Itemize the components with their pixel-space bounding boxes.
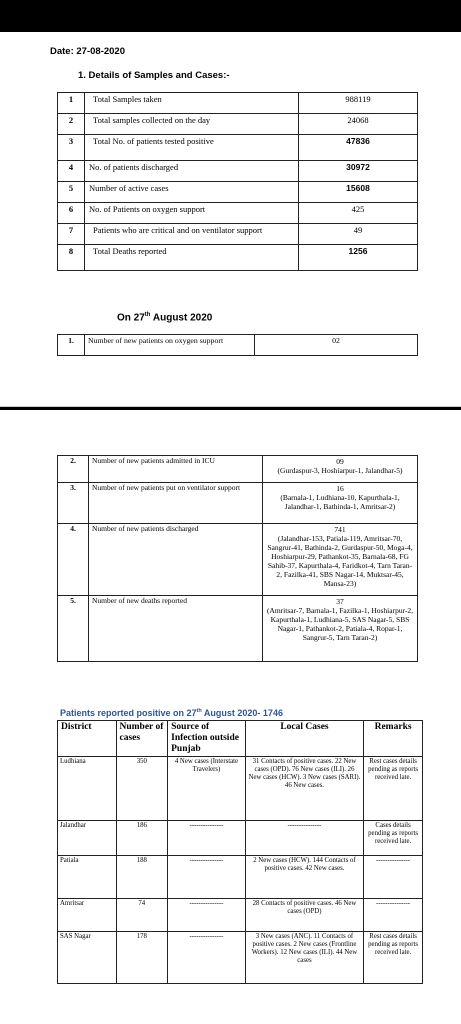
remarks-cell: Rest cases details pending as reports received late. xyxy=(364,757,423,821)
row-value xyxy=(263,456,418,483)
district-cell: Ludhiana xyxy=(58,757,117,821)
row-number: 5 xyxy=(58,182,85,203)
row-value: 02 xyxy=(255,335,418,356)
source-cell: --------------- xyxy=(168,821,246,856)
table-row xyxy=(58,821,423,856)
value-count: 09 xyxy=(336,457,344,466)
report-date: Date: 27-08-2020 xyxy=(50,46,125,57)
table-row xyxy=(58,524,418,596)
row-value: 15608 xyxy=(299,182,418,203)
local-cases-cell: 2 New cases (HCW). 144 Contacts of positive cases. 42 New cases. xyxy=(245,856,363,899)
row-label: No. of patients discharged xyxy=(85,161,299,182)
source-cell: 4 New cases (Interstate Travelers) xyxy=(168,757,246,821)
source-cell: --------------- xyxy=(168,899,246,932)
table-row xyxy=(58,856,423,899)
row-value: 425 xyxy=(299,203,418,224)
document-page-1 xyxy=(0,32,461,407)
section-title: 1. Details of Samples and Cases:- xyxy=(78,70,230,81)
table-row xyxy=(58,456,418,483)
row-number: 1. xyxy=(58,335,85,356)
row-number: 8 xyxy=(58,245,85,271)
row-label: Number of new deaths reported xyxy=(89,596,263,662)
table-row xyxy=(58,335,418,356)
local-cases-cell: --------------- xyxy=(245,821,363,856)
row-number: 3. xyxy=(58,483,89,524)
row-label: Total samples collected on the day xyxy=(85,114,299,135)
table-row xyxy=(58,182,418,203)
table-row xyxy=(58,932,423,984)
samples-table xyxy=(57,92,418,271)
table-row xyxy=(58,224,418,245)
row-number: 6 xyxy=(58,203,85,224)
new-patients-table xyxy=(57,455,418,662)
row-label: Number of active cases xyxy=(85,182,299,203)
document-page-2 xyxy=(0,410,461,1024)
table-header-row xyxy=(58,721,423,757)
positive-cases-table xyxy=(57,720,423,984)
table-row xyxy=(58,899,423,932)
cases-cell: 186 xyxy=(116,821,168,856)
row-label: Number of new patients admitted in ICU xyxy=(89,456,263,483)
district-cell: Amritsar xyxy=(58,899,117,932)
table-row xyxy=(58,596,418,662)
row-number: 7 xyxy=(58,224,85,245)
remarks-cell: Cases details pending as reports received late. xyxy=(364,821,423,856)
local-cases-cell: 3 New cases (ANC). 11 Contacts of positive cases. 2 New cases (Frontline Workers). 12 New cases (ILI). 44 New cases xyxy=(245,932,363,984)
positive-heading: Patients reported positive on 27th August 2020- 1746 xyxy=(60,708,283,718)
remarks-cell: --------------- xyxy=(364,856,423,899)
cases-cell: 350 xyxy=(116,757,168,821)
column-header: Source of Infection outside Punjab xyxy=(168,721,246,757)
row-number: 3 xyxy=(58,135,85,161)
remarks-cell: Rest cases details pending as reports received late. xyxy=(364,932,423,984)
row-label: Total Deaths reported xyxy=(85,245,299,271)
row-label: Total No. of patients tested positive xyxy=(85,135,299,161)
value-detail: (Amritsar-7, Barnala-1, Fazilka-1, Hoshiarpur-2, Kapurthala-1, Ludhiana-5, SAS Nagar-5, SBS Nagar-1, Pathankot-2, Patiala-4, Ropar-1, Sangrur-5, Tarn Taran-2) xyxy=(266,606,414,642)
table-row xyxy=(58,161,418,182)
row-value: 47836 xyxy=(299,135,418,161)
table-row xyxy=(58,203,418,224)
row-label: Patients who are critical and on ventilator support xyxy=(85,224,299,245)
row-number: 1 xyxy=(58,93,85,114)
value-count: 37 xyxy=(336,597,344,606)
district-cell: SAS Nagar xyxy=(58,932,117,984)
row-value: 988119 xyxy=(299,93,418,114)
row-label: No. of Patients on oxygen support xyxy=(85,203,299,224)
column-header: Remarks xyxy=(364,721,423,757)
row-label: Total Samples taken xyxy=(85,93,299,114)
day-heading: On 27th August 2020 xyxy=(117,312,213,324)
row-value: 49 xyxy=(299,224,418,245)
column-header: Number of cases xyxy=(116,721,168,757)
cases-cell: 74 xyxy=(116,899,168,932)
value-detail: (Gurdaspur-3, Hoshiarpur-1, Jalandhar-5) xyxy=(277,466,403,475)
table-row xyxy=(58,135,418,161)
row-number: 5. xyxy=(58,596,89,662)
value-detail: (Jalandhar-153, Patiala-119, Amritsar-70, Sangrur-41, Bathinda-2, Gurdaspur-50, Moga-4, Hoshiarpur-29, Pathankot-35, Barnala-68, FG Sahib-37, Kapurthala-4, Faridkot-4, Tarn Taran-2, Fazilka-41, SBS Nagar-14, Muktsar-45, Mansa-23) xyxy=(267,534,413,588)
row-value: 30972 xyxy=(299,161,418,182)
value-detail: (Barnala-1, Ludhiana-10, Kapurthala-1, Jalandhar-1, Bathinda-1, Amritsar-2) xyxy=(280,493,400,511)
row-number: 4. xyxy=(58,524,89,596)
source-cell: --------------- xyxy=(168,932,246,984)
row-label: Number of new patients put on ventilator support xyxy=(89,483,263,524)
table-row xyxy=(58,93,418,114)
value-count: 741 xyxy=(334,525,346,534)
table-row xyxy=(58,757,423,821)
cases-cell: 178 xyxy=(116,932,168,984)
table-row xyxy=(58,483,418,524)
row-value xyxy=(263,483,418,524)
source-cell: --------------- xyxy=(168,856,246,899)
local-cases-cell: 31 Contacts of positive cases. 22 New cases (OPD). 76 New cases (ILI). 26 New cases (HCW). 3 New cases (SARI). 46 New cases. xyxy=(245,757,363,821)
row-label: Number of new patients discharged xyxy=(89,524,263,596)
remarks-cell: --------------- xyxy=(364,899,423,932)
district-cell: Jalandhar xyxy=(58,821,117,856)
row-label: Number of new patients on oxygen support xyxy=(85,335,255,356)
row-value xyxy=(263,524,418,596)
row-number: 4 xyxy=(58,161,85,182)
table-row xyxy=(58,245,418,271)
oxygen-table xyxy=(57,334,418,356)
district-cell: Patiala xyxy=(58,856,117,899)
column-header: District xyxy=(58,721,117,757)
row-value: 24068 xyxy=(299,114,418,135)
local-cases-cell: 28 Contacts of positive cases. 46 New cases (OPD) xyxy=(245,899,363,932)
row-number: 2 xyxy=(58,114,85,135)
table-row xyxy=(58,114,418,135)
row-number: 2. xyxy=(58,456,89,483)
row-value: 1256 xyxy=(299,245,418,271)
cases-cell: 188 xyxy=(116,856,168,899)
value-count: 16 xyxy=(336,484,344,493)
column-header: Local Cases xyxy=(245,721,363,757)
row-value xyxy=(263,596,418,662)
